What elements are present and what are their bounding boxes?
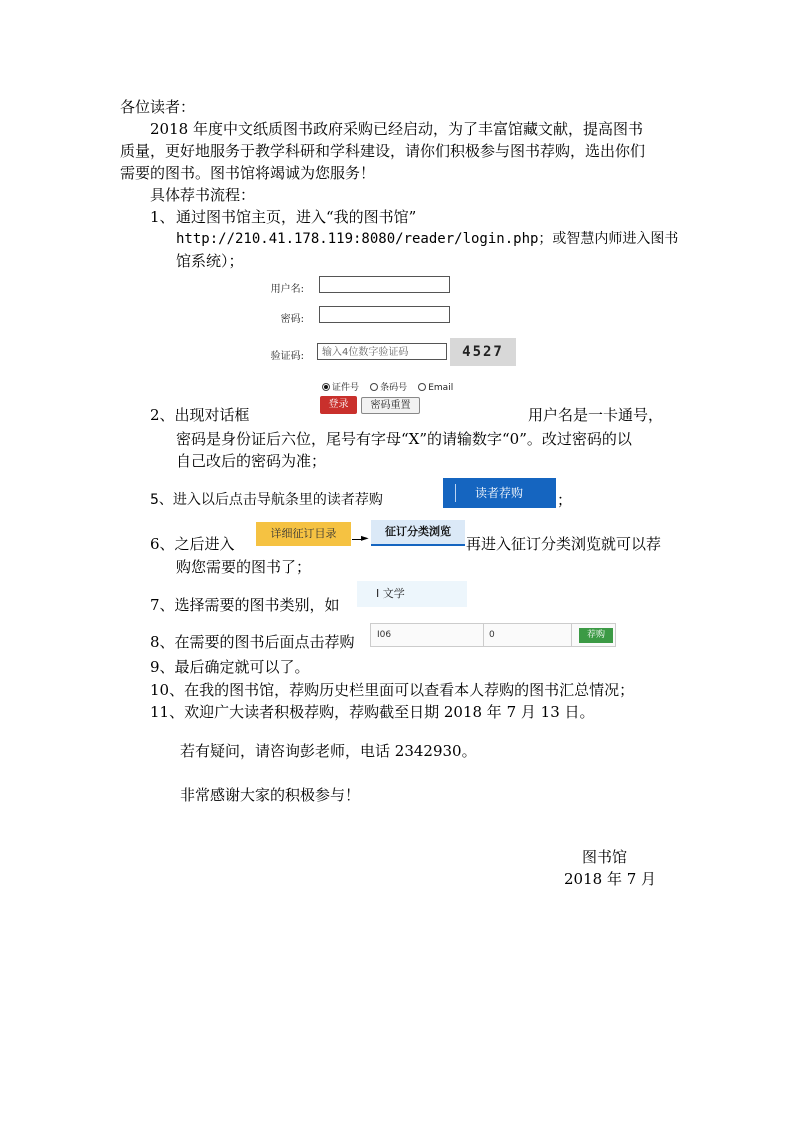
username-label: 用户名: xyxy=(270,284,304,295)
step7-text: 7、选择需要的图书类别，如 xyxy=(150,596,340,614)
step2-line3: 自己改后的密码为准； xyxy=(176,452,327,470)
reader-recommend-nav[interactable] xyxy=(443,478,556,508)
step6-prefix: 6、之后进入 xyxy=(150,535,235,553)
contact-text: 若有疑问，请咨询彭老师，电话 2342930。 xyxy=(180,742,477,760)
password-input[interactable] xyxy=(319,306,450,323)
category-literature[interactable] xyxy=(357,581,467,607)
login-button[interactable]: 登录 xyxy=(320,396,357,414)
signature-date: 2018 年 7 月 xyxy=(564,870,657,888)
captcha-image: 4527 xyxy=(450,338,516,366)
step8-text: 8、在需要的图书后面点击荐购 xyxy=(150,633,355,651)
thanks-text: 非常感谢大家的积极参与！ xyxy=(180,786,361,804)
reset-password-button[interactable]: 密码重置 xyxy=(361,397,420,414)
step1-number: 1、 xyxy=(150,208,175,226)
process-title: 具体荐书流程： xyxy=(150,186,256,204)
row-divider xyxy=(483,624,484,646)
radio-email-label: Email xyxy=(428,383,454,393)
greeting: 各位读者： xyxy=(120,98,196,116)
radio-id-card-label: 证件号 xyxy=(332,383,360,393)
intro-line-2: 质量，更好地服务于教学科研和学科建设，请你们积极参与图书荐购，选出你们 xyxy=(120,142,646,160)
signature-org: 图书馆 xyxy=(582,848,628,866)
book-table-row xyxy=(370,623,616,647)
row-divider xyxy=(571,624,572,646)
row-cell-count: 0 xyxy=(489,630,495,640)
step1-url: http://210.41.178.119:8080/reader/login.php；或智慧内师进入图书 xyxy=(176,231,679,247)
radio-id-card[interactable] xyxy=(322,383,330,391)
reader-recommend-nav-label: 读者荐购 xyxy=(475,486,524,500)
password-label: 密码: xyxy=(280,314,304,325)
step6-line2: 购您需要的图书了； xyxy=(176,558,312,576)
row-cell-classification: I06 xyxy=(377,630,392,640)
category-literature-label: I 文学 xyxy=(376,587,405,600)
intro-line-3: 需要的图书。图书馆将竭诚为您服务！ xyxy=(120,164,376,182)
radio-barcode-label: 条码号 xyxy=(380,383,408,393)
nav-separator xyxy=(455,484,456,502)
step5-text: 5、进入以后点击导航条里的读者荐购 xyxy=(150,492,383,508)
radio-barcode[interactable] xyxy=(370,383,378,391)
id-type-radio-group xyxy=(322,375,459,394)
catalog-category-browse-tab[interactable]: 征订分类浏览 xyxy=(371,520,465,546)
step6-suffix: 再进入征订分类浏览就可以荐 xyxy=(466,535,662,553)
step9-text: 9、最后确定就可以了。 xyxy=(150,658,310,676)
step1-text: 通过图书馆主页，进入“我的图书馆” xyxy=(176,208,417,226)
recommend-button[interactable]: 荐购 xyxy=(579,628,613,643)
detailed-catalog-button[interactable]: 详细征订目录 xyxy=(256,522,351,546)
username-input[interactable] xyxy=(319,276,450,293)
radio-email[interactable] xyxy=(418,383,426,391)
captcha-input[interactable]: 输入4位数字验证码 xyxy=(317,343,447,360)
step1-tail: 馆系统）； xyxy=(176,252,244,270)
step2-prefix: 2、出现对话框 xyxy=(150,406,250,424)
step5-tail: ； xyxy=(557,491,573,509)
captcha-label: 验证码: xyxy=(270,351,304,362)
step11-text: 11、欢迎广大读者积极荐购，荐购截至日期 2018 年 7 月 13 日。 xyxy=(150,703,595,721)
intro-line-1: 2018 年度中文纸质图书政府采购已经启动，为了丰富馆藏文献，提高图书 xyxy=(150,120,643,138)
step10-text: 10、在我的图书馆，荐购历史栏里面可以查看本人荐购的图书汇总情况； xyxy=(150,681,635,699)
step2-line2: 密码是身份证后六位，尾号有字母“X”的请输数字“0”。改过密码的以 xyxy=(176,430,632,448)
step2-suffix: 用户名是一卡通号， xyxy=(528,406,664,424)
arrow-right-icon: ► xyxy=(361,533,369,544)
